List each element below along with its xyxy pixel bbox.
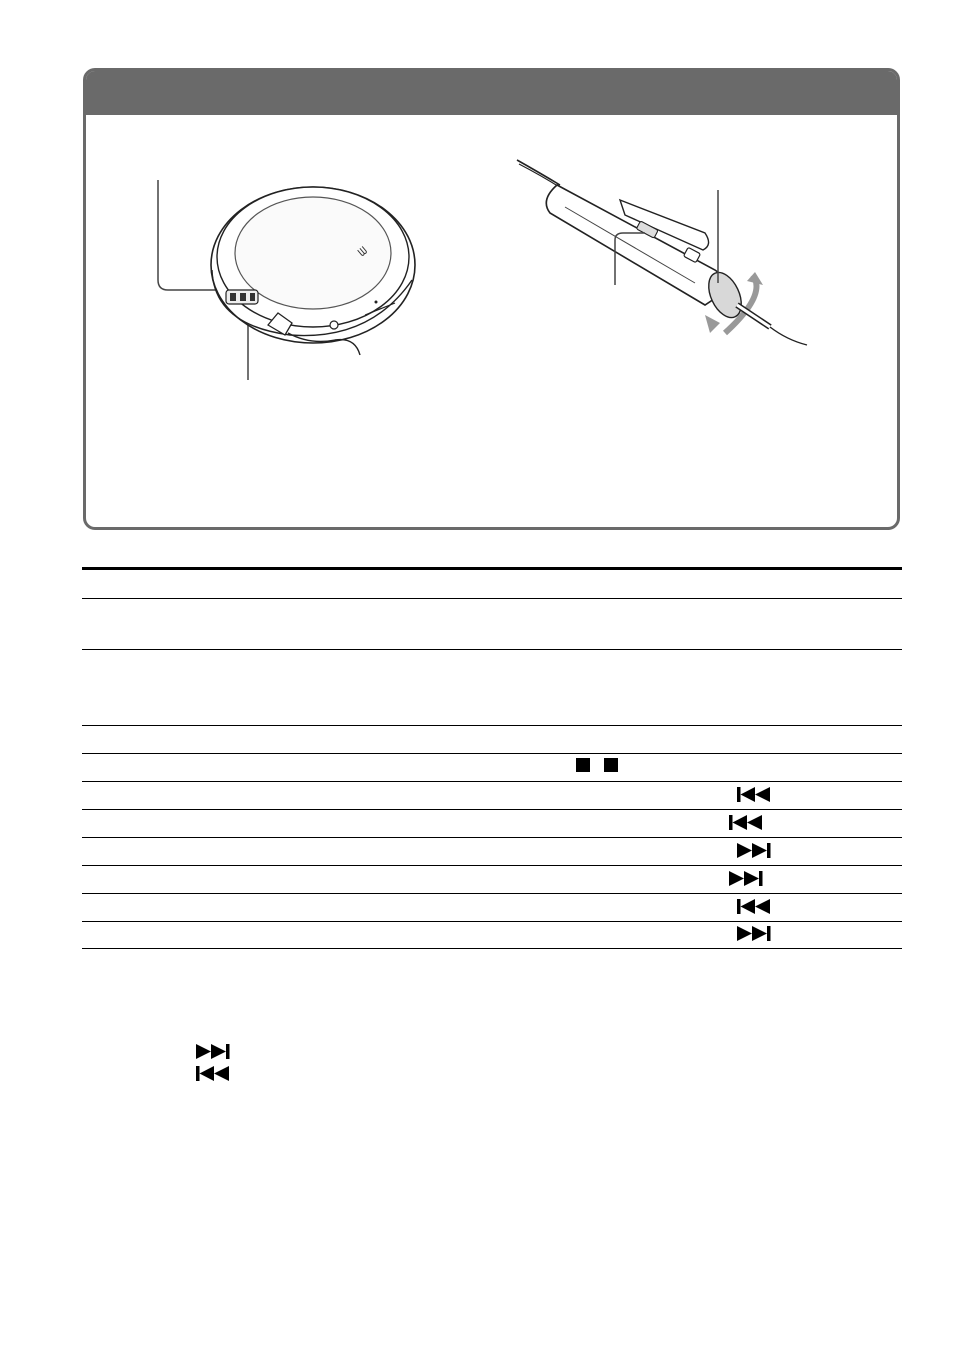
previous-track-icon: [737, 787, 772, 802]
table-header-rule: [82, 598, 902, 599]
previous-track-icon: [729, 815, 764, 830]
table-row-rule: [82, 865, 902, 866]
next-track-icon: [737, 843, 772, 858]
table-row-rule: [82, 921, 902, 922]
table-row-rule: [82, 837, 902, 838]
next-track-icon: [196, 1044, 231, 1059]
next-track-icon: [729, 871, 764, 886]
svg-text:ᗯ: ᗯ: [356, 244, 371, 260]
stop-square-icon: [604, 758, 618, 772]
table-row-rule: [82, 893, 902, 894]
table-row-rule: [82, 781, 902, 782]
table-row-rule: [82, 649, 902, 650]
remote-control-illustration: [515, 155, 815, 355]
next-track-icon: [737, 926, 772, 941]
table-row-rule: [82, 725, 902, 726]
table-bottom-rule: [82, 948, 902, 949]
table-row-rule: [82, 753, 902, 754]
stop-square-icon: [576, 758, 590, 772]
cd-player-illustration: [150, 175, 440, 390]
panel-header: [86, 71, 897, 115]
previous-track-icon: [737, 899, 772, 914]
table-top-rule: [82, 567, 902, 570]
table-row-rule: [82, 809, 902, 810]
previous-track-icon: [196, 1066, 231, 1081]
